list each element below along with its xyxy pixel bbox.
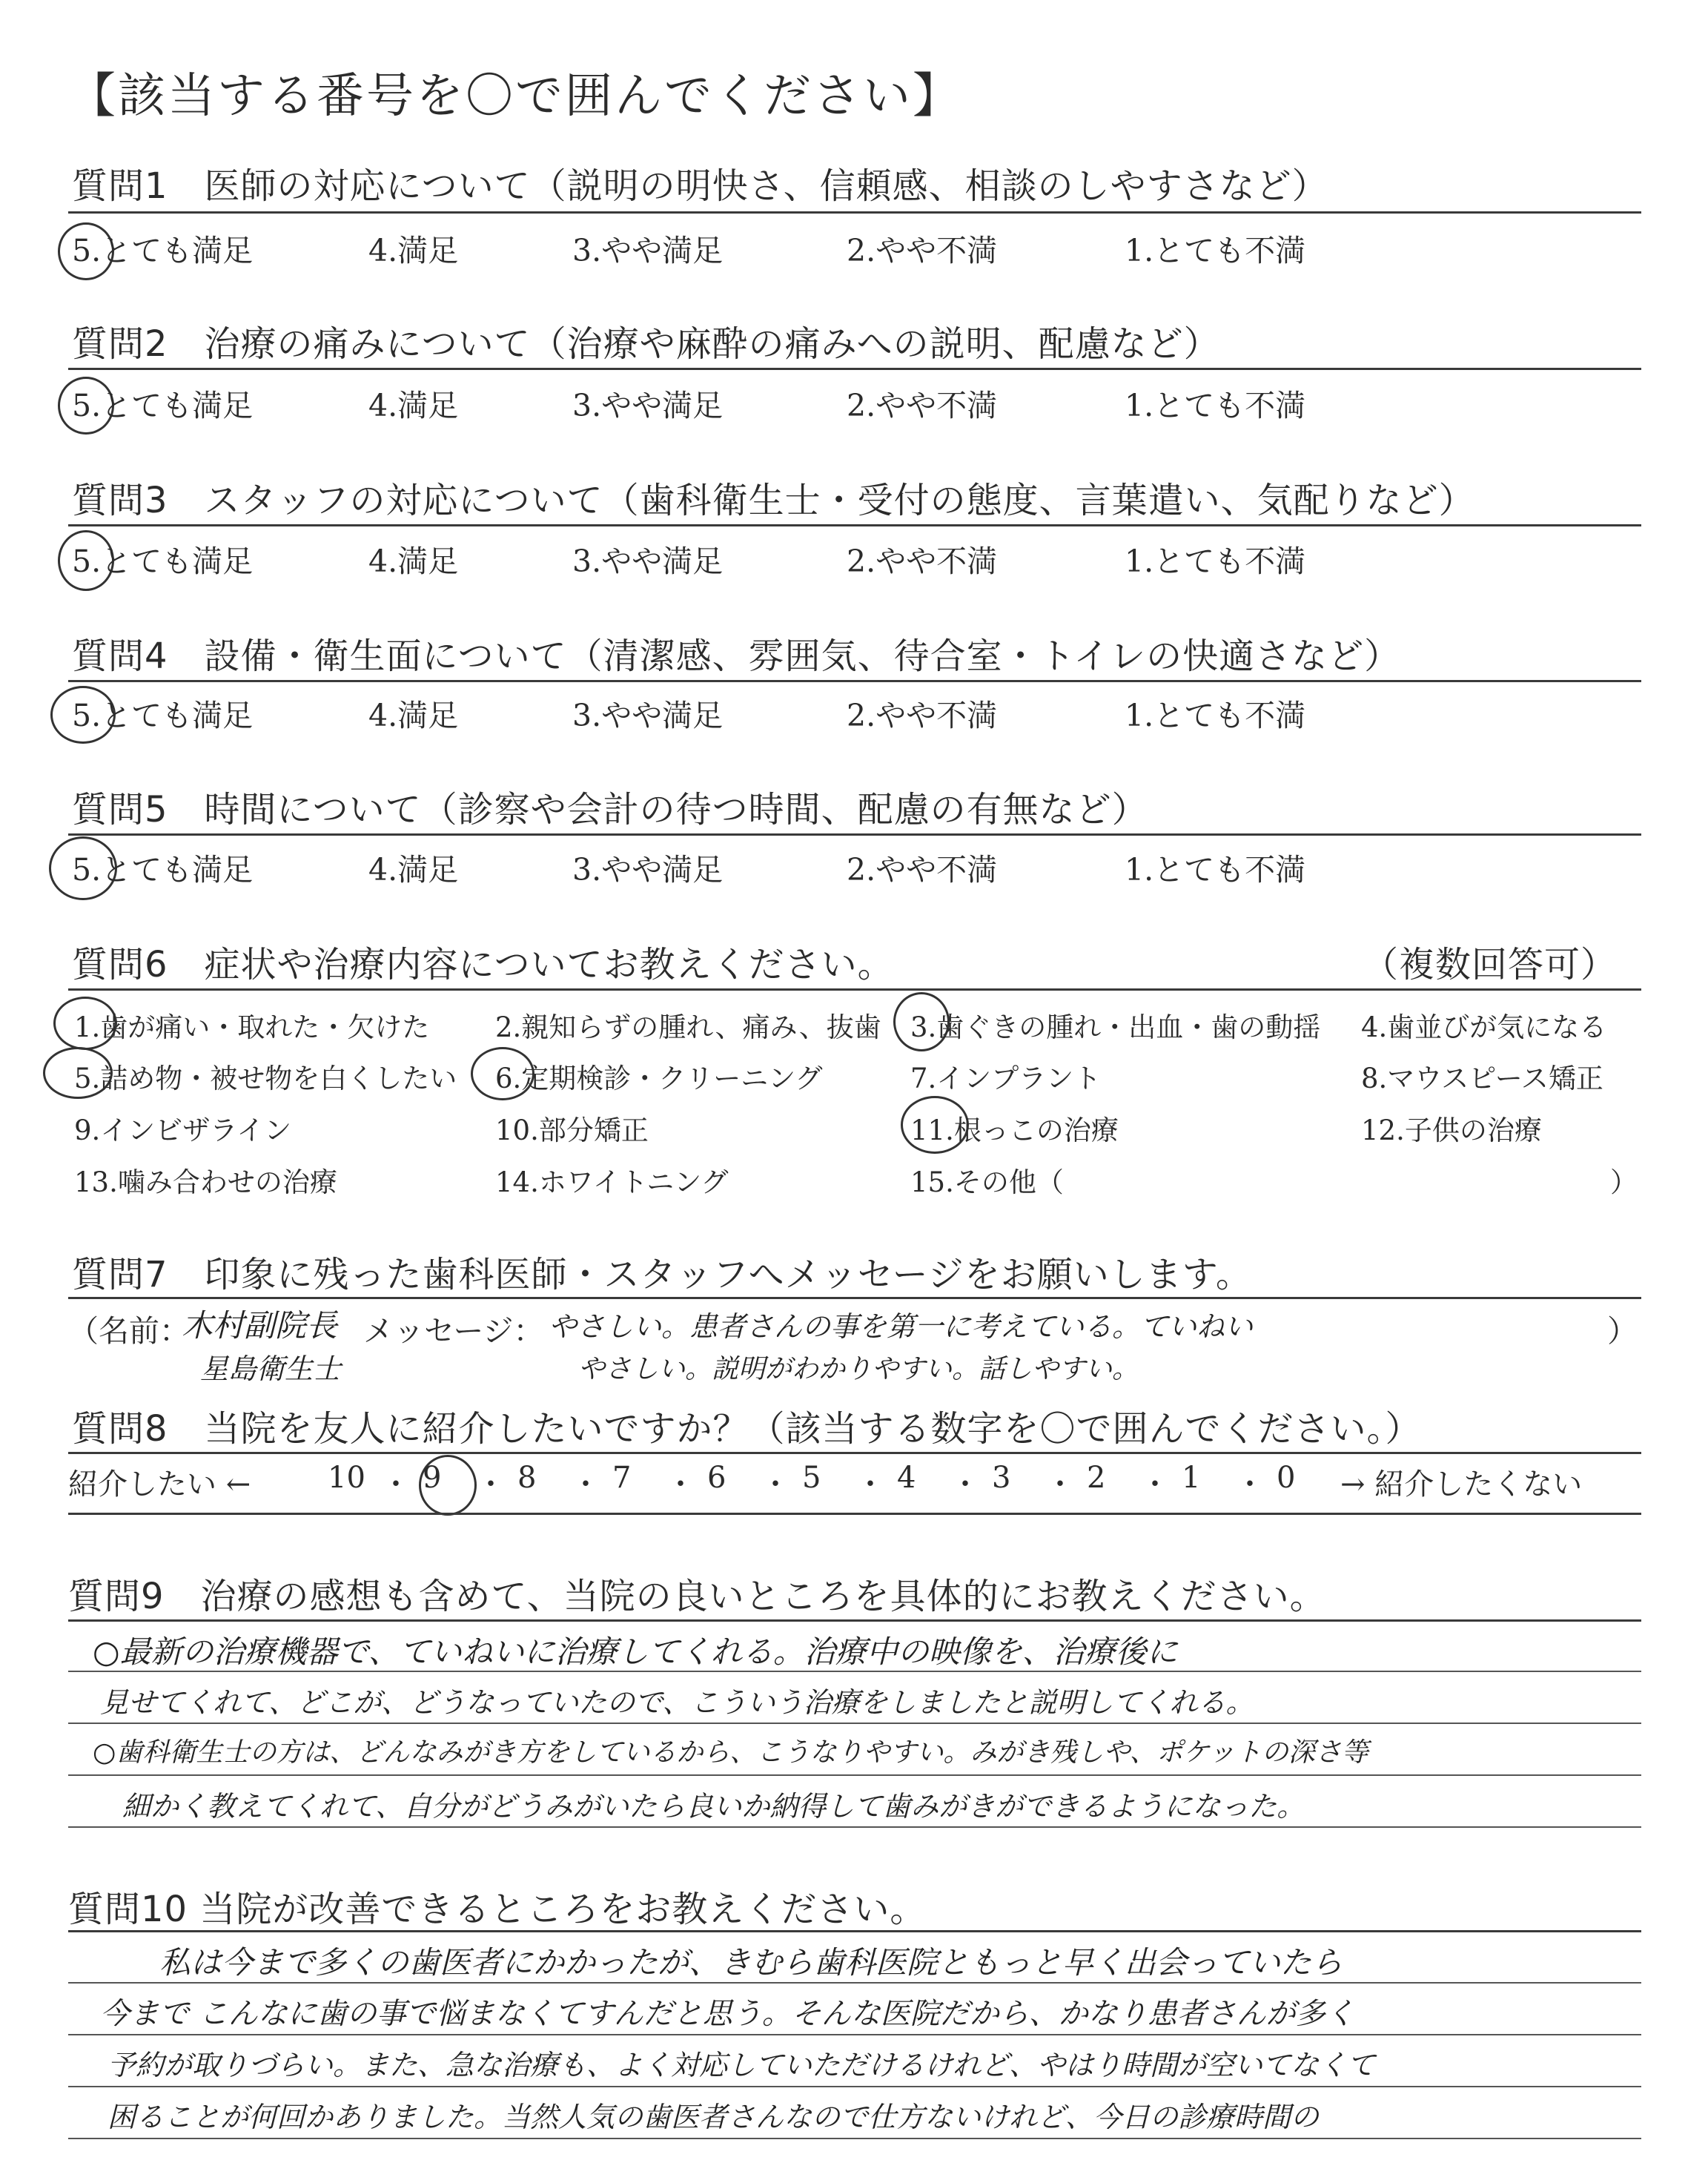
- question-10-title: 質問10 当院が改善できるところをお教えください。: [68, 1889, 927, 1930]
- question-9-title: 質問9 治療の感想も含めて、当院の良いところを具体的にお教えください。: [68, 1576, 1326, 1617]
- q8-scale-value-4[interactable]: 4: [897, 1461, 916, 1495]
- q6-option-10[interactable]: 10.部分矯正: [495, 1114, 649, 1146]
- writing-line: [68, 1826, 1641, 1828]
- q7-name-label: （名前：: [68, 1313, 190, 1349]
- q8-scale-dot: ・: [761, 1467, 790, 1502]
- option-4[interactable]: 4.満足: [368, 388, 459, 423]
- option-5[interactable]: 5.とても満足: [72, 852, 254, 888]
- q8-scale-value-9[interactable]: 9: [423, 1461, 442, 1495]
- divider: [68, 524, 1641, 526]
- question-8-title: 質問8 当院を友人に紹介したいですか？（該当する数字を〇で囲んでください。）: [72, 1408, 1422, 1450]
- q6-option-13[interactable]: 13.噛み合わせの治療: [74, 1166, 337, 1198]
- option-5[interactable]: 5.とても満足: [72, 698, 254, 733]
- q8-scale-dot: ・: [571, 1467, 600, 1502]
- option-1[interactable]: 1.とても不満: [1125, 388, 1306, 423]
- q8-scale-value-1[interactable]: 1: [1182, 1461, 1201, 1495]
- divider: [68, 1930, 1641, 1932]
- option-4[interactable]: 4.満足: [368, 233, 459, 268]
- question-6-title: 質問6 症状や治療内容についてお教えください。: [72, 944, 894, 985]
- q8-scale-dot: ・: [666, 1467, 695, 1502]
- q6-option-8[interactable]: 8.マウスピース矯正: [1361, 1063, 1603, 1094]
- option-1[interactable]: 1.とても不満: [1125, 852, 1306, 888]
- q6-option-12[interactable]: 12.子供の治療: [1361, 1114, 1542, 1146]
- option-2[interactable]: 2.やや不満: [847, 233, 998, 268]
- q6-option-4[interactable]: 4.歯並びが気になる: [1361, 1011, 1607, 1043]
- q8-scale-value-2[interactable]: 2: [1087, 1461, 1106, 1495]
- q8-scale-value-7[interactable]: 7: [612, 1461, 632, 1495]
- q9-answer-line-3[interactable]: ○歯科衛生士の方は、どんなみがき方をしているから、こうなりやすい。みがき残しや、ポケットの深さ等: [93, 1737, 1368, 1768]
- q10-answer-line-1[interactable]: 私は今まで多くの歯医者にかかったが、きむら歯科医院ともっと早く出会っていたら: [159, 1944, 1343, 1981]
- q9-answer-line-1[interactable]: ○最新の治療機器で、ていねいに治療してくれる。治療中の映像を、治療後に: [93, 1634, 1178, 1670]
- q7-message-2[interactable]: やさしい。説明がわかりやすい。話しやすい。: [578, 1354, 1139, 1384]
- q9-answer-line-4[interactable]: 細かく教えてくれて、自分がどうみがいたら良いか納得して歯みがきができるようになった。: [122, 1790, 1305, 1823]
- q8-left-label: 紹介したい ←: [68, 1467, 251, 1502]
- divider: [68, 833, 1641, 836]
- option-4[interactable]: 4.満足: [368, 544, 459, 579]
- option-1[interactable]: 1.とても不満: [1125, 698, 1306, 733]
- q8-scale-dot: ・: [1140, 1467, 1170, 1502]
- q8-scale-dot: ・: [381, 1467, 411, 1502]
- q6-option-5[interactable]: 5.詰め物・被せ物を白くしたい: [74, 1063, 457, 1094]
- q8-scale-dot: ・: [476, 1467, 506, 1502]
- q6-option-15[interactable]: 15.その他（: [910, 1166, 1064, 1198]
- q7-message-1[interactable]: やさしい。患者さんの事を第一に考えている。ていねい: [549, 1310, 1254, 1343]
- q8-scale-dot: ・: [1235, 1467, 1265, 1502]
- q10-answer-line-3[interactable]: 予約が取りづらい。また、急な治療も、よく対応していただけるけれど、やはり時間が空いてなくて: [107, 2049, 1376, 2081]
- divider: [68, 1452, 1641, 1454]
- option-3[interactable]: 3.やや満足: [572, 698, 724, 733]
- writing-line: [68, 2138, 1641, 2139]
- writing-line: [68, 1774, 1641, 1776]
- option-5[interactable]: 5.とても満足: [72, 388, 254, 423]
- option-2[interactable]: 2.やや不満: [847, 388, 998, 423]
- question-6-note: （複数回答可）: [1363, 944, 1618, 985]
- option-5[interactable]: 5.とても満足: [72, 544, 254, 579]
- q8-scale-dot: ・: [1045, 1467, 1075, 1502]
- q8-scale-dot: ・: [855, 1467, 885, 1502]
- divider: [68, 988, 1641, 991]
- writing-line: [68, 1723, 1641, 1724]
- q8-scale-value-0[interactable]: 0: [1277, 1461, 1296, 1495]
- q10-answer-line-4[interactable]: 困ることが何回かありました。当然人気の歯医者さんなので仕方ないけれど、今日の診療時間の: [107, 2101, 1320, 2133]
- q8-right-label: → 紹介したくない: [1340, 1467, 1583, 1502]
- question-2-title: 質問2 治療の痛みについて（治療や麻酔の痛みへの説明、配慮など）: [72, 323, 1220, 365]
- question-4-title: 質問4 設備・衛生面について（清潔感、雰囲気、待合室・トイレの快適さなど）: [72, 635, 1401, 677]
- option-5[interactable]: 5.とても満足: [72, 233, 254, 268]
- option-1[interactable]: 1.とても不満: [1125, 233, 1306, 268]
- option-2[interactable]: 2.やや不満: [847, 698, 998, 733]
- option-2[interactable]: 2.やや不満: [847, 852, 998, 888]
- q7-name-2[interactable]: 星島衛生士: [200, 1353, 342, 1385]
- option-3[interactable]: 3.やや満足: [572, 544, 724, 579]
- writing-line: [68, 2086, 1641, 2087]
- divider: [68, 1297, 1641, 1299]
- q6-option-1[interactable]: 1.歯が痛い・取れた・欠けた: [74, 1011, 430, 1043]
- q6-option-2[interactable]: 2.親知らずの腫れ、痛み、抜歯: [495, 1011, 881, 1043]
- q7-close: ）: [1607, 1313, 1638, 1349]
- option-2[interactable]: 2.やや不満: [847, 544, 998, 579]
- divider: [68, 680, 1641, 682]
- question-5-title: 質問5 時間について（診察や会計の待つ時間、配慮の有無など）: [72, 789, 1148, 830]
- q6-option-7[interactable]: 7.インプラント: [910, 1063, 1102, 1094]
- q6-option-9[interactable]: 9.インビザライン: [74, 1114, 292, 1146]
- q7-message-label: メッセージ：: [363, 1313, 544, 1349]
- question-1-title: 質問1 医師の対応について（説明の明快さ、信頼感、相談のしやすさなど）: [72, 165, 1328, 207]
- q6-option-15-close: ）: [1610, 1166, 1638, 1198]
- q8-scale-value-8[interactable]: 8: [517, 1461, 537, 1495]
- option-1[interactable]: 1.とても不満: [1125, 544, 1306, 579]
- q8-scale-value-5[interactable]: 5: [802, 1461, 821, 1495]
- question-3-title: 質問3 スタッフの対応について（歯科衛生士・受付の態度、言葉遣い、気配りなど）: [72, 480, 1475, 521]
- q6-option-11[interactable]: 11.根っこの治療: [910, 1114, 1119, 1146]
- option-3[interactable]: 3.やや満足: [572, 852, 724, 888]
- question-7-title: 質問7 印象に残った歯科医師・スタッフへメッセージをお願いします。: [72, 1254, 1252, 1295]
- divider: [68, 368, 1641, 370]
- page-title: 【該当する番号を〇で囲んでください】: [68, 69, 962, 124]
- q6-option-6[interactable]: 6.定期検診・クリーニング: [495, 1063, 823, 1094]
- q6-option-14[interactable]: 14.ホワイトニング: [495, 1166, 729, 1198]
- q8-scale-value-6[interactable]: 6: [707, 1461, 726, 1495]
- q8-scale-dot: ・: [950, 1467, 980, 1502]
- divider: [68, 1513, 1641, 1515]
- divider: [68, 211, 1641, 214]
- option-3[interactable]: 3.やや満足: [572, 388, 724, 423]
- q10-answer-line-2[interactable]: 今まで こんなに歯の事で悩まなくてすんだと思う。そんな医院だから、かなり患者さんが多く: [100, 1997, 1355, 2031]
- option-4[interactable]: 4.満足: [368, 698, 459, 733]
- q6-option-3[interactable]: 3.歯ぐきの腫れ・出血・歯の動揺: [910, 1011, 1321, 1043]
- q7-name-1[interactable]: 木村副院長: [182, 1307, 338, 1344]
- option-4[interactable]: 4.満足: [368, 852, 459, 888]
- option-3[interactable]: 3.やや満足: [572, 233, 724, 268]
- writing-line: [68, 2034, 1641, 2035]
- divider: [68, 1619, 1641, 1622]
- q8-scale-value-3[interactable]: 3: [992, 1461, 1011, 1495]
- q8-scale-value-10[interactable]: 10: [328, 1461, 365, 1495]
- q9-answer-line-2[interactable]: 見せてくれて、どこが、どうなっていたので、こういう治療をしましたと説明してくれる。: [100, 1686, 1254, 1719]
